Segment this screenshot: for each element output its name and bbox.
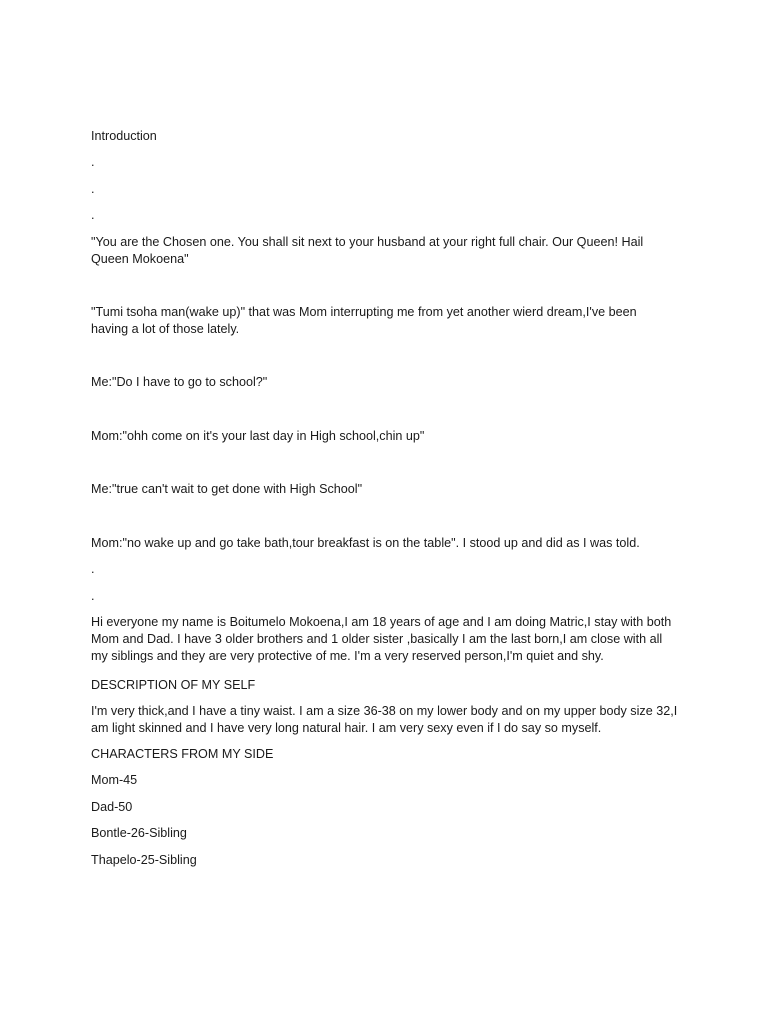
dialogue-line: Me:"Do I have to go to school?": [91, 375, 268, 389]
separator-dot: .: [91, 562, 95, 576]
self-introduction-paragraph: Hi everyone my name is Boitumelo Mokoena,I am 18 years of age and I am doing Matric,I stay with both Mom and Dad. I have 3 older brothers and 1 older sister ,basically I am the last born,I am close with all my siblings and they are very protective of me. I'm a very reserved person,I'm quiet and shy.: [91, 615, 672, 663]
dialogue-line: Mom:"ohh come on it's your last day in High school,chin up": [91, 429, 425, 443]
character-list-item: Thapelo-25-Sibling: [91, 853, 197, 867]
dialogue-line: Me:"true can't wait to get done with High School": [91, 482, 363, 496]
character-list-item: Dad-50: [91, 800, 133, 814]
character-list-item: Bontle-26-Sibling: [91, 826, 187, 840]
separator-dot: .: [91, 155, 95, 169]
separator-dot: .: [91, 589, 95, 603]
character-list-item: Mom-45: [91, 773, 138, 787]
dream-quote-paragraph: "You are the Chosen one. You shall sit next to your husband at your right full chair. Our Queen! Hail Queen Mokoena": [91, 235, 644, 266]
section-heading-introduction: Introduction: [91, 129, 157, 143]
separator-dot: .: [91, 182, 95, 196]
section-heading-description: DESCRIPTION OF MY SELF: [91, 678, 256, 692]
self-description-paragraph: I'm very thick,and I have a tiny waist. I am a size 36-38 on my lower body and on my upper body size 32,I am light skinned and I have very long natural hair. I am very sexy even if I do say so myself.: [91, 704, 678, 735]
section-heading-characters: CHARACTERS FROM MY SIDE: [91, 747, 274, 761]
dialogue-line: Mom:"no wake up and go take bath,tour breakfast is on the table". I stood up and did as I was told.: [91, 536, 640, 550]
wake-up-paragraph: "Tumi tsoha man(wake up)" that was Mom interrupting me from yet another wierd dream,I've been having a lot of those lately.: [91, 305, 637, 336]
separator-dot: .: [91, 208, 95, 222]
